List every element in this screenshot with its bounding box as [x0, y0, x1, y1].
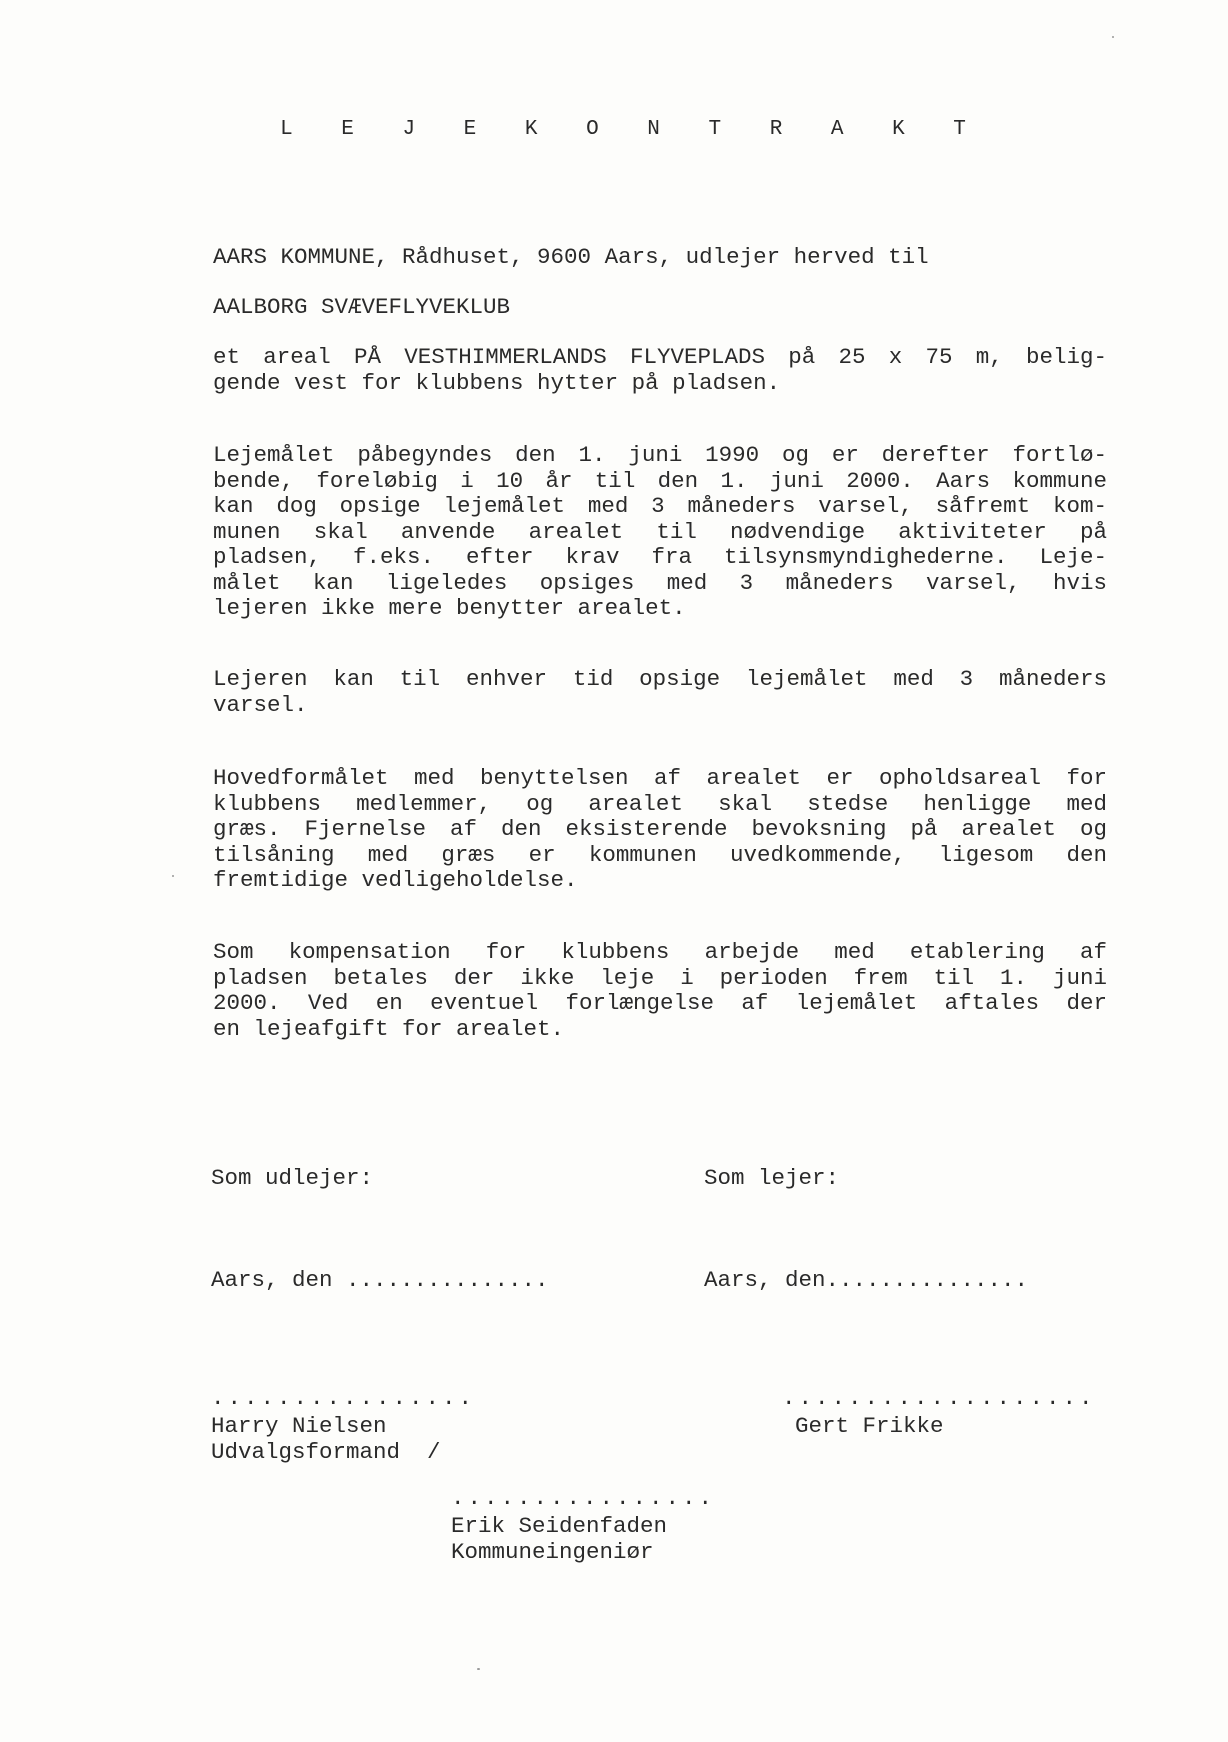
- signature-line-right: ...................: [782, 1385, 1096, 1411]
- scan-speck: [477, 1668, 480, 1670]
- paragraph-line: kan dog opsige lejemålet med 3 måneders varsel, såfremt kom-: [213, 493, 1107, 519]
- paragraph-line: tilsåning med græs er kommunen uvedkommende, ligesom den: [213, 841, 1107, 868]
- lessee-place-date: Aars, den...............: [704, 1267, 1029, 1293]
- scan-speck: [1112, 36, 1114, 38]
- paragraph-line: pladsen, f.eks. efter krav fra tilsynsmyndighederne. Leje-: [213, 544, 1107, 570]
- paragraph-line: Lejemålet påbegyndes den 1. juni 1990 og er derefter fortlø-: [213, 442, 1107, 468]
- paragraph-termination: [213, 667, 1107, 718]
- signature-line-left: ................: [211, 1385, 476, 1411]
- paragraph-line: klubbens medlemmer, og arealet skal stedse henligge med: [213, 790, 1107, 817]
- paragraph-line: Som kompensation for klubbens arbejde med etablering af: [213, 939, 1107, 965]
- paragraph-area: [213, 345, 1107, 396]
- scan-speck: [172, 875, 174, 877]
- lessee-line: [213, 295, 1107, 321]
- paragraph-term: [213, 443, 1107, 622]
- lessor-text: AARS KOMMUNE, Rådhuset, 9600 Aars, udlejer herved til: [213, 244, 929, 270]
- paragraph-line: varsel.: [213, 691, 308, 718]
- paragraph-line: lejeren ikke mere benytter arealet.: [213, 595, 686, 621]
- paragraph-line: gende vest for klubbens hytter på pladsen.: [213, 369, 781, 396]
- lessee-name: AALBORG SVÆVEFLYVEKLUB: [213, 294, 511, 320]
- paragraph-compensation: [213, 940, 1107, 1042]
- signer-harry-name: Harry Nielsen: [211, 1413, 387, 1439]
- lessee-label: Som lejer:: [704, 1165, 840, 1191]
- lessor-place-date: Aars, den ...............: [211, 1267, 549, 1293]
- signature-line-center: ................: [451, 1485, 716, 1511]
- paragraph-line: bende, foreløbig i 10 år til den 1. juni 2000. Aars kommune: [213, 467, 1107, 494]
- paragraph-line: en lejeafgift for arealet.: [213, 1015, 565, 1042]
- paragraph-purpose: [213, 766, 1107, 894]
- signer-gert-name: Gert Frikke: [795, 1413, 944, 1439]
- lessor-label: Som udlejer:: [211, 1165, 374, 1191]
- lessor-line: [213, 245, 1107, 271]
- paragraph-line: fremtidige vedligeholdelse.: [213, 867, 578, 893]
- paragraph-line: målet kan ligeledes opsiges med 3 måneders varsel, hvis: [213, 569, 1107, 596]
- signer-erik-name: Erik Seidenfaden: [451, 1513, 668, 1539]
- paragraph-line: Hovedformålet med benyttelsen af arealet er opholdsareal for: [213, 765, 1107, 791]
- paragraph-line: 2000. Ved en eventuel forlængelse af lejemålet aftales der: [213, 990, 1107, 1016]
- paragraph-line: pladsen betales der ikke leje i perioden frem til 1. juni: [213, 964, 1107, 991]
- paragraph-line: munen skal anvende arealet til nødvendige aktiviteter på: [213, 518, 1107, 545]
- signer-erik-title: Kommuneingeniør: [451, 1539, 654, 1565]
- document-title: L E J E K O N T R A K T: [280, 118, 984, 141]
- paragraph-line: Lejeren kan til enhver tid opsige lejemålet med 3 måneders: [213, 666, 1107, 692]
- paragraph-line: et areal PÅ VESTHIMMERLANDS FLYVEPLADS på 25 x 75 m, belig-: [213, 344, 1107, 370]
- paragraph-line: græs. Fjernelse af den eksisterende bevoksning på arealet og: [213, 816, 1107, 842]
- signer-harry-title: Udvalgsformand /: [211, 1439, 441, 1465]
